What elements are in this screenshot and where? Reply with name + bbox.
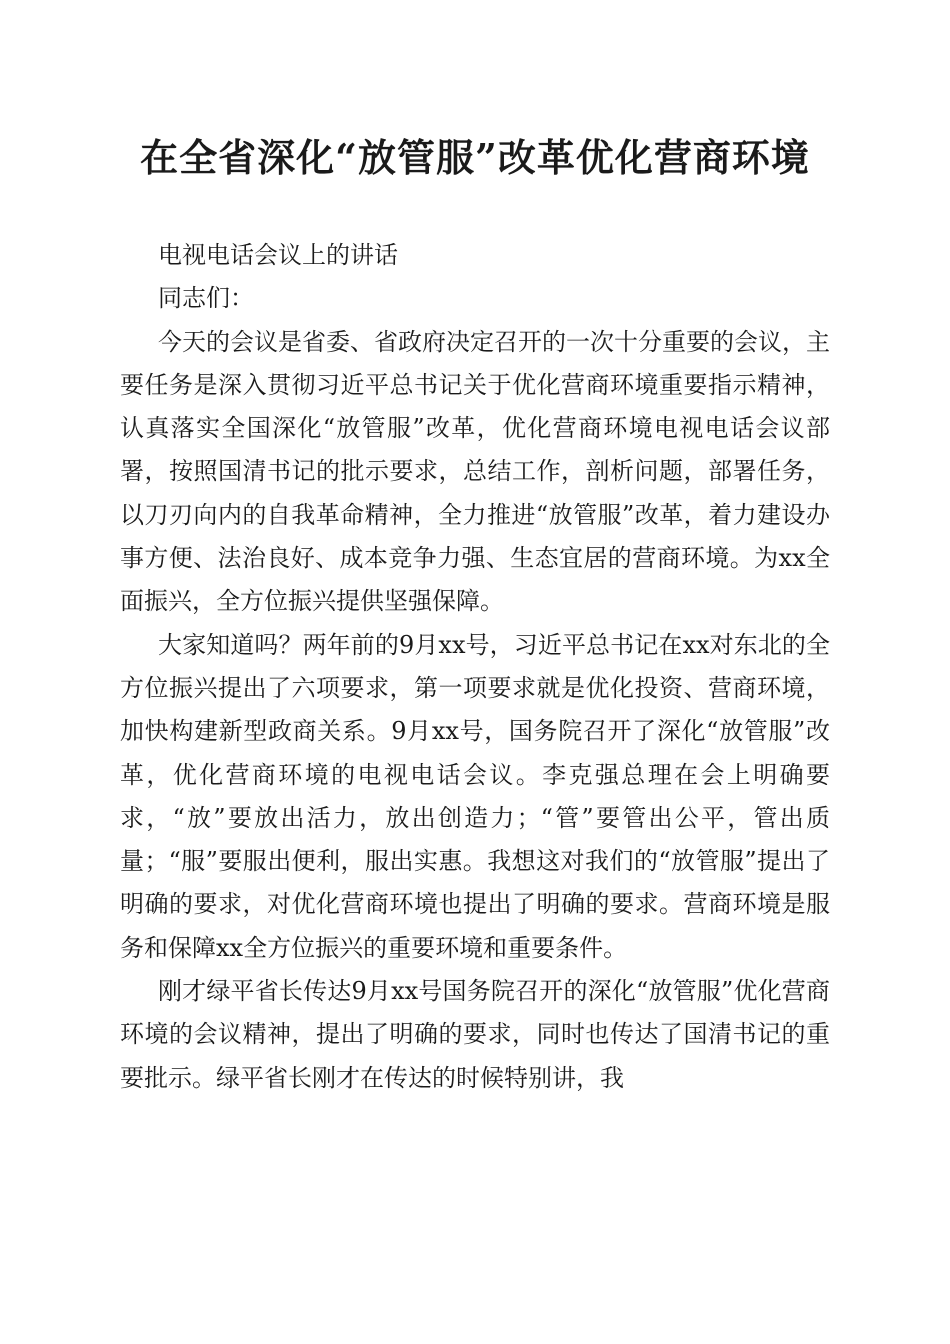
document-body: [120, 234, 830, 1100]
body-paragraph: 今天的会议是省委、省政府决定召开的一次十分重要的会议，主要任务是深入贯彻习近平总书记关于优化营商环境重要指示精神，认真落实全国深化“放管服”改革，优化营商环境电视电话会议部署，按照国清书记的批示要求，总结工作，剖析问题，部署任务，以刀刃向内的自我革命精神，全力推进“放管服”改革，着力建设办事方便、法治良好、成本竞争力强、生态宜居的营商环境。为xx全面振兴，全方位振兴提供坚强保障。: [120, 327, 830, 616]
speech-occasion: 电视电话会议上的讲话: [158, 241, 398, 269]
body-paragraph: 刚才绿平省长传达9月xx号国务院召开的深化“放管服”优化营商环境的会议精神，提出了明确的要求，同时也传达了国清书记的重要批示。绿平省长刚才在传达的时候特别讲，我: [120, 977, 830, 1092]
document-title: 在全省深化“放管服”改革优化营商环境: [140, 135, 810, 180]
salutation: 同志们：: [158, 284, 254, 313]
body-paragraph: 大家知道吗？两年前的9月xx号，习近平总书记在xx对东北的全方位振兴提出了六项要求，第一项要求就是优化投资、营商环境，加快构建新型政商关系。9月xx号，国务院召开了深化“放管服”改革，优化营商环境的电视电话会议。李克强总理在会上明确要求，“放”要放出活力，放出创造力；“管”要管出公平，管出质量；“服”要服出便利，服出实惠。我想这对我们的“放管服”提出了明确的要求，对优化营商环境也提出了明确的要求。营商环境是服务和保障xx全方位振兴的重要环境和重要条件。: [120, 630, 830, 962]
